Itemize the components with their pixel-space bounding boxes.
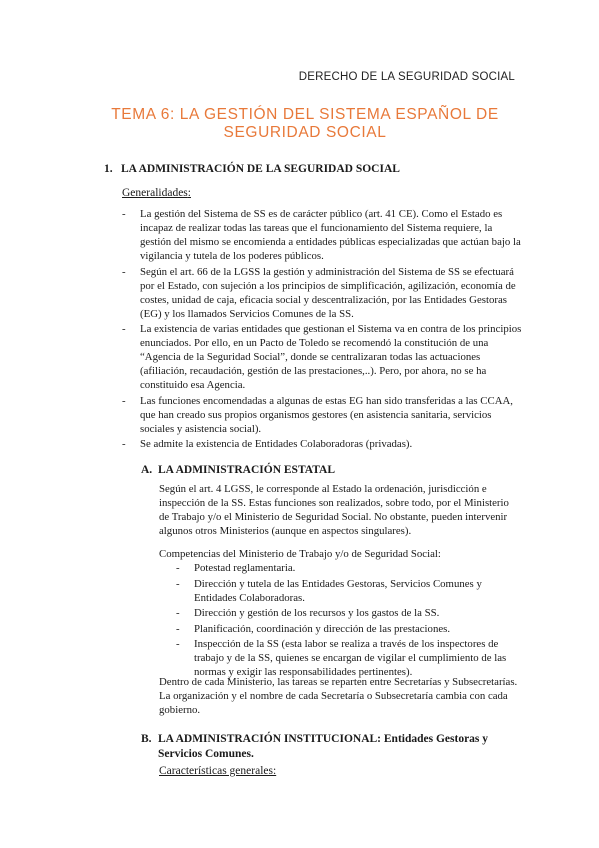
generalidades-heading: Generalidades: [122,187,191,199]
competencias-list [176,561,521,681]
competencias-intro: Competencias del Ministerio de Trabajo y/o de Seguridad Social: [159,548,441,560]
list-item: - Planificación, coordinación y dirección de las prestaciones. [176,622,451,635]
subsection-a-paragraph: Según el art. 4 LGSS, le corresponde al Estado la ordenación, jurisdicción e inspección de la SS. Estas funciones son realizados, sobre todo, por el Ministerio de Trabajo y/o el Ministerio de Seguridad Social. No obstante, pueden intervenir algunos otros Ministerios (aunque en aspectos singulares). [159,483,509,537]
subsection-letter: B. [141,733,152,745]
list-item: - Potestad reglamentaria. [176,562,296,574]
list-item: - Dirección y tutela de las Entidades Gestoras, Servicios Comunes y Entidades Colaboradoras. [176,577,482,604]
list-item: - Se admite la existencia de Entidades Colaboradoras (privadas). [122,438,413,450]
document-header: DERECHO DE LA SEGURIDAD SOCIAL [298,71,515,83]
section-heading [104,163,400,175]
dash-bullet: - [176,622,180,635]
list-item: - La gestión del Sistema de SS es de carácter público (art. 41 CE). Como el Estado es incapaz de realizar todas las tareas que el funcionamiento del Sistema requiere, la gestión del mismo se encomienda a entidades públicas especializadas que actúan bajo la vigilancia y tutela de los poderes públicos. [122,208,521,262]
subsection-a-closing-paragraph: Dentro de cada Ministerio, las tareas se reparten entre Secretarías y Subsecretarías. La organización y el nombre de cada Secretaría o Subsecretaría cambia con cada gobierno. [159,676,518,716]
dash-bullet: - [122,265,126,278]
list-item: - Las funciones encomendadas a algunas de estas EG han sido transferidas a las CCAA, que han creado sus propios organismos gestores (en asistencia sanitaria, servicios sociales y asistencia social). [122,394,513,435]
title-line-1: TEMA 6: LA GESTIÓN DEL SISTEMA ESPAÑOL DE [111,106,499,123]
subsection-title: LA ADMINISTRACIÓN ESTATAL [158,464,336,476]
list-item: - Inspección de la SS (esta labor se realiza a través de los inspectores de trabajo y de la SS, quienes se encargan de vigilar el cumplimiento de las normas y exigir las responsabilidades pertinentes). [176,638,507,678]
dash-bullet: - [176,562,180,574]
dash-bullet: - [122,208,126,220]
dash-bullet: - [176,638,180,650]
dash-bullet: - [122,438,126,450]
subsection-letter: A. [141,464,153,476]
caracteristicas-heading: Características generales: [159,765,277,777]
section-number: 1. [104,163,113,175]
dash-bullet: - [176,577,180,590]
section-title: LA ADMINISTRACIÓN DE LA SEGURIDAD SOCIAL [121,163,400,175]
dash-bullet: - [176,607,180,619]
dash-bullet: - [122,394,126,407]
page-title [90,106,520,142]
subsection-title-line-1: LA ADMINISTRACIÓN INSTITUCIONAL: Entidades Gestoras y [158,733,489,745]
dash-bullet: - [122,323,126,335]
list-item: - Dirección y gestión de los recursos y los gastos de la SS. [176,607,440,619]
generalidades-list [122,207,522,453]
list-item: - La existencia de varias entidades que gestionan el Sistema va en contra de los principios enunciados. Por ello, en un Pacto de Toledo se recomendó la constitución de una “Agencia de la Seguridad Social”, donde se centralizaran todas las actuaciones (afiliación, recaudación, gestión de las prestaciones,..). Pero, por ahora, no se ha constituido esa Agencia. [122,323,522,391]
subsection-b-heading [141,732,521,762]
subsection-a-heading [141,464,335,476]
list-item: - Según el art. 66 de la LGSS la gestión y administración del Sistema de SS se efectuará por el Estado, con sujeción a los principios de simplificación, agilización, economía de costes, unidad de caja, eficacia social y descentralización, por las Entidades Gestoras (EG) y los llamados Servicios Comunes de la SS. [122,265,516,320]
subsection-title-line-2: Servicios Comunes. [158,748,254,760]
title-line-2: SEGURIDAD SOCIAL [223,124,387,141]
